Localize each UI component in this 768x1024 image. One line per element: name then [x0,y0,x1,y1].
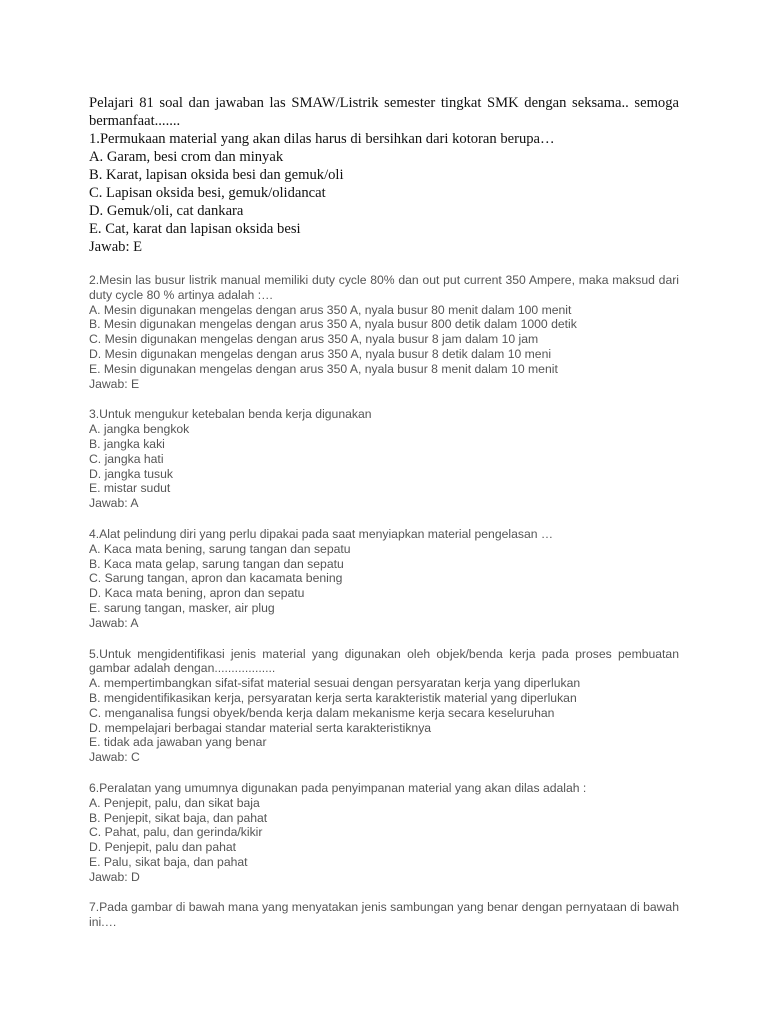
option-b: B. jangka kaki [89,436,165,451]
option-b: B. Kaca mata gelap, sarung tangan dan sepatu [89,556,344,571]
option-d: D. Gemuk/oli, cat dankara [89,203,244,219]
option-b: B. Penjepit, sikat baja, dan pahat [89,810,268,825]
answer-line: Jawab: D [89,869,140,884]
question-stem: 5.Untuk mengidentifikasi jenis material yang digunakan oleh objek/benda kerja pada proses pembuatan gambar adalah dengan.................. [89,646,679,676]
question-stem: 4.Alat pelindung diri yang perlu dipakai pada saat menyiapkan material pengelasan … [89,526,554,541]
question-2-block [89,273,679,391]
option-d: D. Mesin digunakan mengelas dengan arus 350 A, nyala busur 8 detik dalam 10 meni [89,346,552,361]
option-a: A. Garam, besi crom dan minyak [89,149,284,165]
option-d: D. jangka tusuk [89,466,174,481]
question-7-block [89,900,679,930]
document-page [89,94,679,930]
question-stem: 6.Peralatan yang umumnya digunakan pada penyimpanan material yang akan dilas adalah : [89,780,587,795]
question-4-block [89,527,679,631]
option-b: B. Karat, lapisan oksida besi dan gemuk/oli [89,167,344,183]
option-b: B. Mesin digunakan mengelas dengan arus 350 A, nyala busur 800 detik dalam 1000 detik [89,317,577,332]
option-c: C. Pahat, palu, dan gerinda/kikir [89,825,263,840]
option-c: C. Sarung tangan, apron dan kacamata bening [89,571,343,586]
option-c: C. Lapisan oksida besi, gemuk/olidancat [89,185,326,201]
option-a: A. Kaca mata bening, sarung tangan dan sepatu [89,541,351,556]
question-stem: 2.Mesin las busur listrik manual memiliki duty cycle 80% dan out put current 350 Ampere, maka maksud dari duty cycle 80 % artinya adalah :… [89,273,679,302]
answer-line: Jawab: C [89,750,140,765]
intro-paragraph: Pelajari 81 soal dan jawaban las SMAW/Listrik semester tingkat SMK dengan seksama.. semoga bermanfaat....... [89,95,679,129]
option-e: E. Cat, karat dan lapisan oksida besi [89,221,301,237]
option-e: E. tidak ada jawaban yang benar [89,735,267,750]
answer-line: Jawab: E [89,239,143,255]
option-e: E. Mesin digunakan mengelas dengan arus 350 A, nyala busur 8 menit dalam 10 menit [89,361,558,376]
option-e: E. sarung tangan, masker, air plug [89,600,275,615]
option-a: A. Mesin digunakan mengelas dengan arus 350 A, nyala busur 80 menit dalam 100 menit [89,302,572,317]
option-c: C. menganalisa fungsi obyek/benda kerja dalam mekanisme kerja secara keseluruhan [89,705,555,720]
option-e: E. mistar sudut [89,481,171,496]
answer-line: Jawab: E [89,376,140,391]
option-a: A. mempertimbangkan sifat-sifat material sesuai dengan persyaratan kerja yang diperlukan [89,676,581,691]
question-3-block [89,407,679,511]
question-1-block [89,94,679,256]
answer-line: Jawab: A [89,615,139,630]
option-d: D. Kaca mata bening, apron dan sepatu [89,586,305,601]
question-6-block [89,781,679,885]
option-b: B. mengidentifikasikan kerja, persyaratan kerja serta karakteristik material yang diperlukan [89,690,577,705]
option-c: C. Mesin digunakan mengelas dengan arus 350 A, nyala busur 8 jam dalam 10 jam [89,332,539,347]
question-stem: 7.Pada gambar di bawah mana yang menyatakan jenis sambungan yang benar dengan pernyataan di bawah ini.… [89,900,679,930]
option-e: E. Palu, sikat baja, dan pahat [89,854,248,869]
option-d: D. mempelajari berbagai standar material serta karakteristiknya [89,720,432,735]
question-5-block [89,647,679,765]
option-a: A. jangka bengkok [89,422,190,437]
question-stem: 3.Untuk mengukur ketebalan benda kerja digunakan [89,407,372,422]
option-a: A. Penjepit, palu, dan sikat baja [89,795,260,810]
option-c: C. jangka hati [89,451,164,466]
question-stem: 1.Permukaan material yang akan dilas harus di bersihkan dari kotoran berupa… [89,131,555,147]
answer-line: Jawab: A [89,496,139,511]
option-d: D. Penjepit, palu dan pahat [89,840,237,855]
